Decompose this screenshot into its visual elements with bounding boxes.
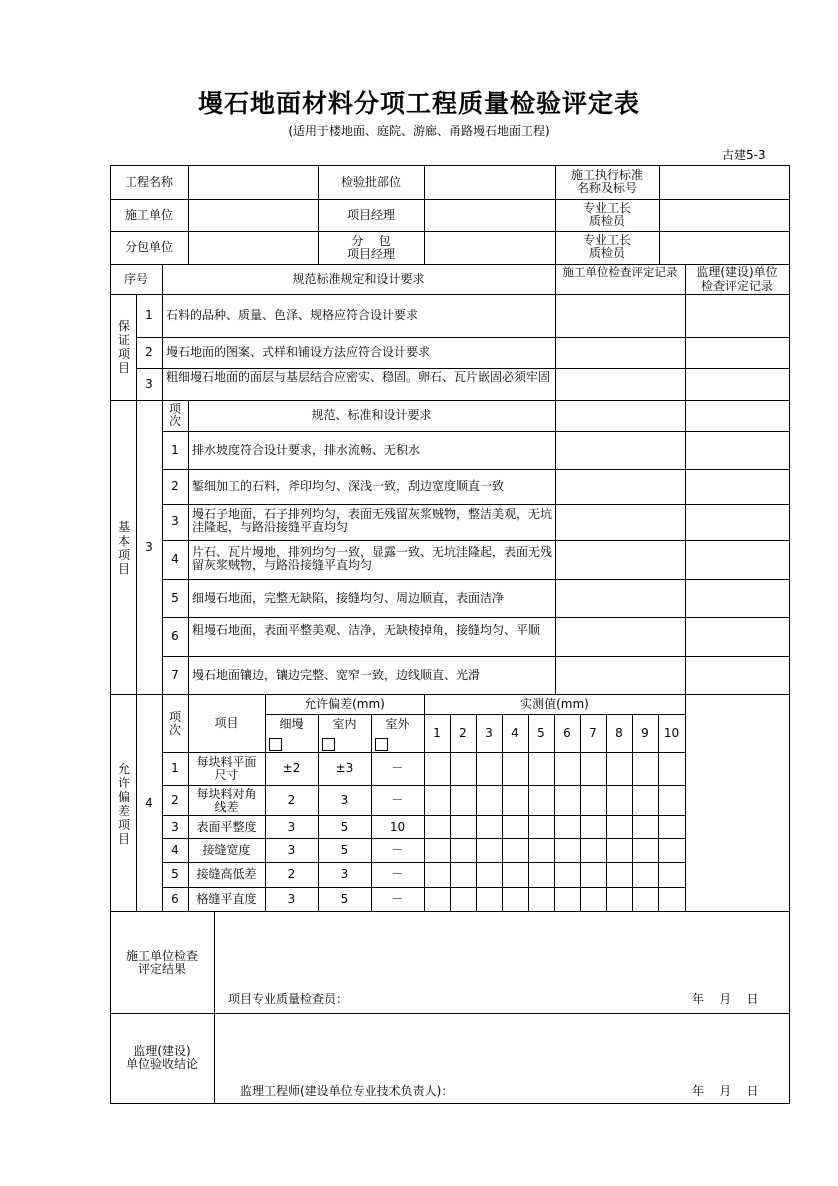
measure-col-num: 2 <box>459 726 467 740</box>
tolerance-value: 5 <box>340 843 349 857</box>
basic-item-text: 细墁石地面，完整无缺陷，接缝均匀、周边顺直，表面洁净 <box>192 591 505 605</box>
measure-col-num: 4 <box>511 726 519 740</box>
standard-label-2: 名称及标号 <box>576 181 637 195</box>
supervisor-record-header-2: 检查评定记录 <box>700 279 773 293</box>
page-subtitle: (适用于楼地面、庭院、游廊、甬路墁石地面工程) <box>288 124 550 138</box>
qc-label-2: 质检员 <box>588 246 625 260</box>
form-code: 古建5-3 <box>722 148 766 162</box>
sub-col-fine: 细墁 <box>279 717 304 731</box>
measured-values-header: 实测值(mm) <box>520 697 589 711</box>
supervisor-result-label-1: 监理(建设) <box>133 1044 191 1058</box>
project-manager-label: 项目经理 <box>346 208 395 222</box>
outdoor-checkbox[interactable] <box>375 738 388 751</box>
guarantee-item-text: 石料的品种、质量、色泽、规格应符合设计要求 <box>166 308 419 322</box>
basic-item-text: 片石、瓦片墁地，排列均匀一致，显露一致、无坑洼隆起，表面无残留灰浆贼物，与路沿接缝平直均匀 <box>192 545 553 572</box>
tolerance-item-no-header: 项次 <box>168 710 181 737</box>
basic-requirements-header: 规范、标准和设计要求 <box>311 408 432 422</box>
guarantee-item-text: 粗细墁石地面的面层与基层结合应密实、稳固。卵石、瓦片嵌固必须牢固 <box>166 370 551 384</box>
tolerance-value: 3 <box>287 892 296 906</box>
guarantee-item-no: 3 <box>145 377 153 391</box>
contractor-result-label-2: 评定结果 <box>137 962 186 976</box>
measure-col-num: 10 <box>663 726 680 740</box>
basic-item-text: 墁石子地面，石子排列均匀，表面无残留灰浆贼物，整洁美观，无坑洼隆起，与路沿接缝平直均匀 <box>192 507 553 534</box>
basic-item-no: 7 <box>171 668 179 682</box>
sub-pm-label-1: 分 包 <box>351 234 391 248</box>
sub-col-indoor: 室内 <box>332 717 357 731</box>
tolerance-row-no: 3 <box>171 820 179 834</box>
basic-item-no: 6 <box>171 629 179 643</box>
tolerance-value: － <box>391 761 404 775</box>
basic-item-text: 粗墁石地面，表面平整美观、洁净，无缺棱掉角，接缝均匀、平顺 <box>192 623 541 637</box>
supervisor-record-header-1: 监理(建设)单位 <box>696 265 778 279</box>
tolerance-value: － <box>391 793 404 807</box>
fine-checkbox[interactable] <box>269 738 282 751</box>
tolerance-value: 3 <box>340 867 349 881</box>
tolerance-item-header: 项目 <box>214 716 239 730</box>
basic-item-no: 2 <box>171 479 179 493</box>
tolerance-row-name: 每块料平面尺寸 <box>196 755 257 782</box>
subcontractor-label: 分包单位 <box>124 240 173 254</box>
supervisor-result-label-2: 单位验收结论 <box>125 1057 198 1071</box>
basic-section-no: 3 <box>145 540 153 554</box>
basic-item-no: 5 <box>171 591 179 605</box>
tolerance-value: － <box>391 843 404 857</box>
basic-item-no-header: 项次 <box>168 402 181 428</box>
sub-pm-label-2: 项目经理 <box>346 247 395 261</box>
basic-item-no: 1 <box>171 443 179 457</box>
measure-col-num: 6 <box>563 726 571 740</box>
guarantee-item-no: 1 <box>145 308 153 322</box>
measure-col-num: 5 <box>537 726 545 740</box>
tolerance-value: 3 <box>340 793 349 807</box>
tolerance-value: 3 <box>287 843 296 857</box>
contractor-result-label-1: 施工单位检查 <box>125 949 198 963</box>
basic-item-no: 4 <box>171 552 179 566</box>
measure-col-num: 1 <box>433 726 441 740</box>
foreman-label-2: 专业工长 <box>582 233 631 247</box>
measure-col-num: 3 <box>485 726 493 740</box>
tolerance-value: ±2 <box>282 761 301 775</box>
page-title: 墁石地面材料分项工程质量检验评定表 <box>197 89 640 118</box>
supervisor-date-label: 年 月 日 <box>692 1084 759 1098</box>
basic-item-text: 排水坡度符合设计要求，排水流畅、无积水 <box>192 443 421 457</box>
tolerance-value: 3 <box>287 820 296 834</box>
sub-col-outdoor: 室外 <box>385 717 410 731</box>
tolerance-section-label: 允许偏差项目 <box>117 762 130 846</box>
tolerance-value: 5 <box>340 820 349 834</box>
basic-item-no: 3 <box>171 514 179 528</box>
basic-item-text: 墁石地面镶边，镶边完整、宽窄一致，边线顺直、光滑 <box>192 668 481 682</box>
measure-col-num: 8 <box>615 726 623 740</box>
inspection-part-label: 检验批部位 <box>340 175 401 189</box>
tolerance-row-name: 表面平整度 <box>196 820 257 834</box>
guarantee-item-text: 墁石地面的图案、式样和铺设方法应符合设计要求 <box>166 345 431 359</box>
basic-item-text: 錾细加工的石料，斧印均匀、深浅一致，刮边宽度顺直一致 <box>192 479 505 493</box>
standard-label-1: 施工执行标准 <box>570 168 643 182</box>
measure-col-num: 7 <box>589 726 597 740</box>
tolerance-value: ±3 <box>335 761 354 775</box>
qc-label-1: 质检员 <box>588 214 625 228</box>
allowed-deviation-header: 允许偏差(mm) <box>304 697 385 711</box>
tolerance-row-name: 接缝高低差 <box>196 867 257 881</box>
tolerance-value: － <box>391 867 404 881</box>
tolerance-row-name: 格缝平直度 <box>196 892 257 906</box>
tolerance-row-name: 接缝宽度 <box>202 843 251 857</box>
tolerance-row-name: 每块料对角线差 <box>196 787 257 814</box>
tolerance-value: 2 <box>287 793 296 807</box>
tolerance-value: 2 <box>287 867 296 881</box>
foreman-label-1: 专业工长 <box>582 201 631 215</box>
tolerance-value: 5 <box>340 892 349 906</box>
quality-inspector-label: 项目专业质量检查员： <box>228 992 349 1006</box>
tolerance-value: － <box>391 892 404 906</box>
seq-header: 序号 <box>123 272 148 286</box>
requirements-header: 规范标准规定和设计要求 <box>292 272 425 286</box>
tolerance-row-no: 1 <box>171 761 179 775</box>
measure-col-num: 9 <box>641 726 649 740</box>
indoor-checkbox[interactable] <box>322 738 335 751</box>
basic-section-label: 基本项目 <box>117 520 130 576</box>
project-name-label: 工程名称 <box>124 175 173 189</box>
tolerance-value: 10 <box>389 820 406 834</box>
contractor-label: 施工单位 <box>124 208 173 222</box>
tolerance-row-no: 6 <box>171 892 179 906</box>
contractor-record-header: 施工单位检查评定记录 <box>562 265 678 279</box>
guarantee-item-no: 2 <box>145 345 153 359</box>
contractor-date-label: 年 月 日 <box>692 992 759 1006</box>
tolerance-row-no: 2 <box>171 793 179 807</box>
supervising-engineer-label: 监理工程师(建设单位专业技术负责人)： <box>240 1084 454 1098</box>
tolerance-row-no: 4 <box>171 843 179 857</box>
tolerance-section-no: 4 <box>145 796 153 810</box>
guarantee-section-label: 保证项目 <box>117 319 130 375</box>
tolerance-row-no: 5 <box>171 867 179 881</box>
